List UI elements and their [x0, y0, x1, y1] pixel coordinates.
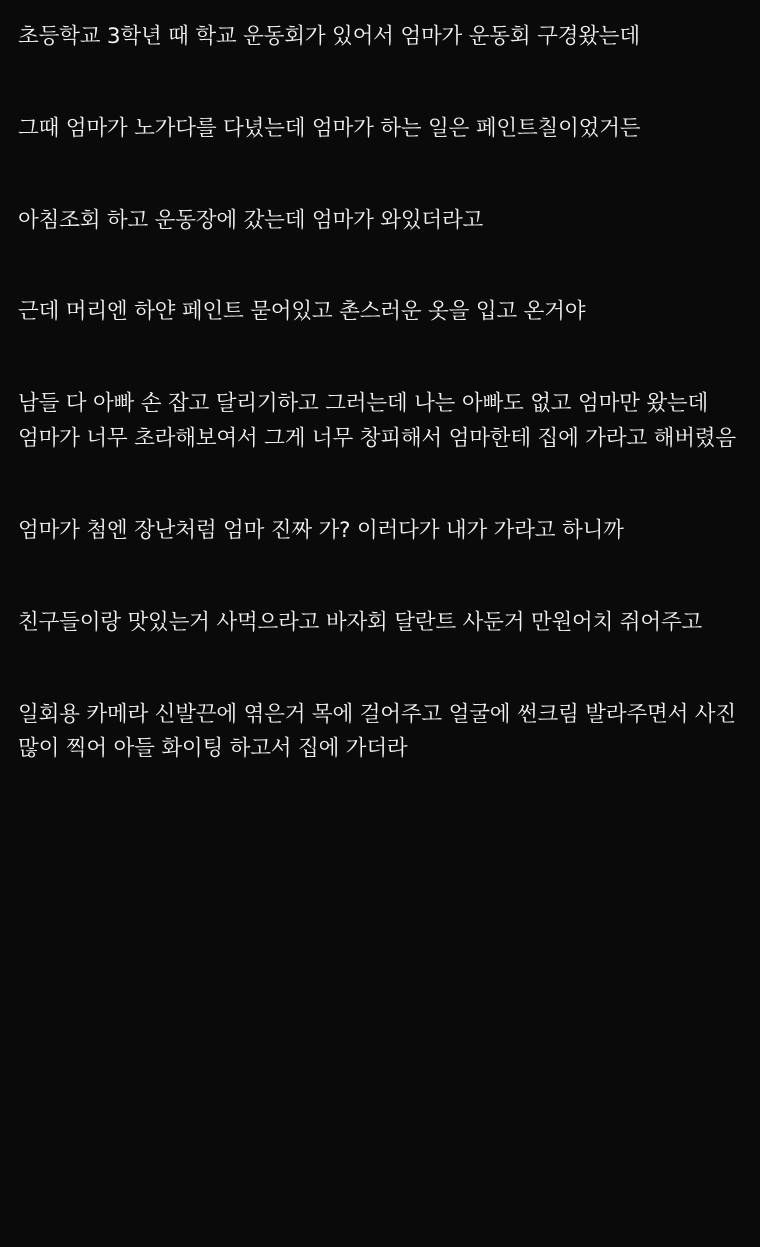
- paragraph: 일회용 카메라 신발끈에 엮은거 목에 걸어주고 얼굴에 썬크림 발라주면서 사진 많이 찍어 아들 화이팅 하고서 집에 가더라: [18, 701, 736, 762]
- paragraph: 그때 엄마가 노가다를 다녔는데 엄마가 하는 일은 페인트칠이었거든: [18, 115, 641, 141]
- paragraph-spacer: [18, 330, 742, 387]
- paragraph: 아침조회 하고 운동장에 갔는데 엄마가 와있더라고: [18, 207, 484, 233]
- paragraph: 친구들이랑 맛있는거 사먹으라고 바자회 달란트 사둔거 만원어치 쥐어주고: [18, 609, 703, 635]
- paragraph: 초등학교 3학년 때 학교 운동회가 있어서 엄마가 운동회 구경왔는데: [18, 24, 640, 49]
- paragraph-spacer: [18, 55, 742, 112]
- paragraph-spacer: [18, 549, 742, 606]
- paragraph-spacer: [18, 641, 742, 698]
- paragraph-spacer: [18, 457, 742, 514]
- paragraph: 남들 다 아빠 손 잡고 달리기하고 그러는데 나는 아빠도 없고 엄마만 왔는데 엄마가 너무 초라해보여서 그게 너무 창피해서 엄마한테 집에 가라고 해버렸음: [18, 391, 736, 452]
- paragraph: 엄마가 첨엔 장난처럼 엄마 진짜 가? 이러다가 내가 가라고 하니까: [18, 517, 624, 543]
- paragraph: 근데 머리엔 하얀 페인트 묻어있고 촌스러운 옷을 입고 온거야: [18, 299, 586, 325]
- paragraph-spacer: [18, 238, 742, 295]
- paragraph-spacer: [18, 147, 742, 204]
